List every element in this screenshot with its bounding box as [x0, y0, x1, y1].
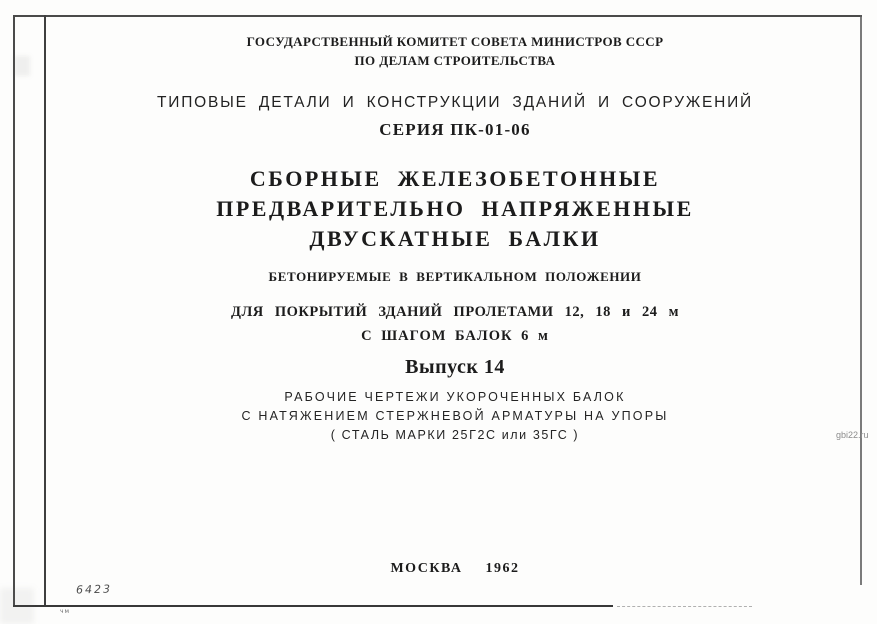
application-line2: С ШАГОМ БАЛОК 6 м [361, 328, 549, 344]
site-watermark: gbi22.ru [836, 430, 869, 440]
scan-smudge [0, 588, 34, 624]
issue-description-line2: С НАТЯЖЕНИЕМ СТЕРЖНЕВОЙ АРМАТУРЫ НА УПОРЫ [241, 409, 669, 423]
committee-header [40, 32, 870, 70]
page-border-left-outer [13, 15, 15, 605]
issue-description-line3: ( СТАЛЬ МАРКИ 25Г2С или 35ГС ) [330, 428, 580, 442]
issue-description-line1: РАБОЧИЕ ЧЕРТЕЖИ УКОРОЧЕННЫХ БАЛОК [284, 390, 626, 404]
handwritten-inventory-number: 6423 [75, 582, 113, 597]
committee-line1: ГОСУДАРСТВЕННЫЙ КОМИТЕТ СОВЕТА МИНИСТРОВ СССР [246, 34, 664, 49]
margin-mark: чм [60, 608, 71, 615]
main-title-line2: ПРЕДВАРИТЕЛЬНО НАПРЯЖЕННЫЕ [216, 196, 694, 221]
committee-line2: ПО ДЕЛАМ СТРОИТЕЛЬСТВА [354, 53, 556, 68]
title-page-content [40, 0, 870, 624]
scan-smudge [14, 56, 30, 76]
casting-note: БЕТОНИРУЕМЫЕ В ВЕРТИКАЛЬНОМ ПОЛОЖЕНИИ [268, 269, 642, 284]
main-title-line3: ДВУСКАТНЫЕ БАЛКИ [309, 226, 601, 251]
series-heading: ТИПОВЫЕ ДЕТАЛИ И КОНСТРУКЦИИ ЗДАНИЙ И СООРУЖЕНИЙ [157, 94, 753, 111]
application-line1: ДЛЯ ПОКРЫТИЙ ЗДАНИЙ ПРОЛЕТАМИ 12, 18 и 24 м [230, 304, 680, 320]
series-number: СЕРИЯ ПК-01-06 [379, 120, 531, 139]
main-title [40, 164, 870, 254]
imprint-city-year: МОСКВА 1962 [390, 561, 520, 576]
issue-label: Выпуск 14 [405, 356, 505, 378]
main-title-line1: СБОРНЫЕ ЖЕЛЕЗОБЕТОННЫЕ [249, 166, 661, 191]
